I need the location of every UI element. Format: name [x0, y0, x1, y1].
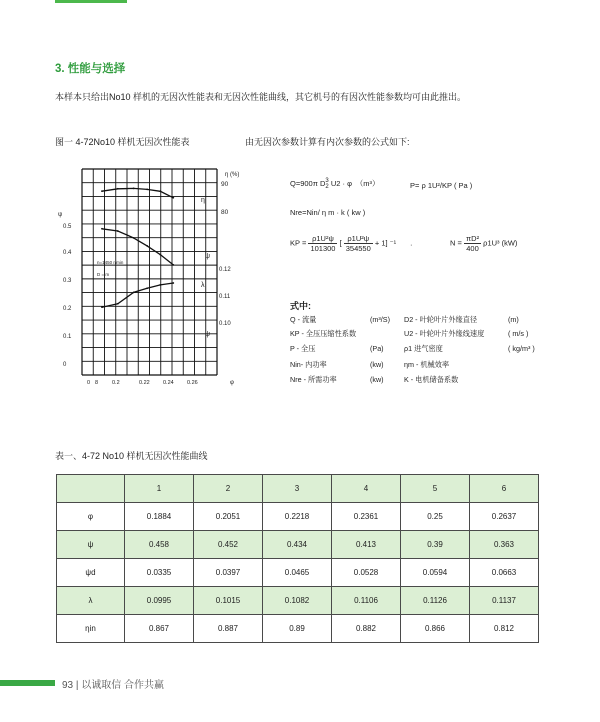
legend-item-right-unit: ( kg/m³ ) [508, 344, 535, 353]
column-header: 1 [125, 475, 194, 503]
table-cell: 0.867 [125, 615, 194, 643]
formula-q: Q=900π D 3 2 U2 · φ （m³） [290, 178, 380, 191]
table-cell: 0.887 [194, 615, 263, 643]
eta-curve-point [133, 188, 135, 190]
top-rule [55, 0, 127, 3]
x-tick-label: 0.26 [187, 380, 198, 386]
legend-item-right-unit: (m) [508, 315, 519, 324]
table-cell: 0.0594 [401, 559, 470, 587]
table-row [57, 587, 539, 615]
table-cell: 0.458 [125, 531, 194, 559]
table-cell: 0.0397 [194, 559, 263, 587]
psi-d-label: ψ [205, 331, 210, 338]
legend-item-left-unit: (m³/S) [370, 315, 390, 324]
row-header: φ [57, 503, 125, 531]
legend-item-left-unit: (kw) [370, 360, 384, 369]
footer-accent-bar [0, 680, 55, 686]
table-caption: 表一、4-72 No10 样机无因次性能曲线 [55, 451, 208, 461]
table-cell: 0.1137 [470, 587, 539, 615]
lambda-curve-point [101, 306, 103, 308]
lambda-curve-point [159, 284, 161, 286]
row-header: ψ [57, 531, 125, 559]
eta-axis-label: η (%) [225, 172, 240, 178]
psi-curve-label: ψ [205, 253, 210, 260]
legend-item-right: K - 电机储备系数 [404, 375, 459, 384]
column-header: 2 [194, 475, 263, 503]
table-cell: 0.882 [332, 615, 401, 643]
column-header: 6 [470, 475, 539, 503]
legend-item-left: P - 全压 [290, 344, 316, 353]
y-tick-label: 0.5 [63, 224, 72, 230]
formula-nre: Nre=Nin/ η m · k ( kw ) [290, 208, 366, 217]
legend-item-right: ηm - 机械效率 [404, 360, 450, 369]
table-row [57, 559, 539, 587]
lambda-curve-point [172, 282, 174, 284]
x-tick-label: 8 [95, 380, 99, 386]
lambda-tick-label: 0.11 [219, 294, 231, 300]
psi-curve-point [117, 230, 119, 232]
y-tick-label: 0.2 [63, 306, 72, 312]
eta-curve-point [101, 190, 103, 192]
lambda-curve-point [133, 291, 135, 293]
chart-annotation: n=1450 r/min [97, 260, 124, 265]
y-tick-label: 0.4 [63, 250, 72, 256]
legend-item-right: D2 - 叶轮叶片外缘直径 [404, 315, 478, 324]
formula-kp: KP = $\frac{\text{ρ1U²ψ}}{101300}$ [ $\frac{\text{ρ1U²ψ}}{354550}$ + 1] ⁻¹ [290, 234, 397, 253]
table-cell: 0.39 [401, 531, 470, 559]
formula-n: N = $\frac{\text{πD²}}{400}$ ρ1U³ (kW) [450, 234, 518, 253]
legend-item-left: Q - 流量 [290, 315, 317, 324]
psi-curve-point [159, 254, 161, 256]
table-cell: 0.2051 [194, 503, 263, 531]
table-cell: 0.1126 [401, 587, 470, 615]
lambda-curve [102, 283, 173, 307]
legend-title: 式中: [290, 301, 311, 311]
performance-table [56, 474, 539, 643]
eta-tick-label: 90 [221, 181, 229, 188]
table-cell: 0.1106 [332, 587, 401, 615]
column-header: 3 [263, 475, 332, 503]
lambda-tick-label: 0.12 [219, 267, 231, 273]
table-cell: 0.0663 [470, 559, 539, 587]
column-header: 5 [401, 475, 470, 503]
legend-item-right-unit: ( m/s ) [508, 329, 529, 338]
legend-item-left: KP - 全压压缩性系数 [290, 329, 357, 338]
table-cell: 0.866 [401, 615, 470, 643]
eta-curve-label: η [201, 197, 205, 204]
table-cell: 0.0995 [125, 587, 194, 615]
psi-curve-point [146, 245, 148, 247]
intro-text: 本样本只给出No10 样机的无因次性能表和无因次性能曲线，其它机号的有因次性能参数均可由此推出。 [55, 92, 467, 102]
eta-tick-label: 80 [221, 209, 229, 216]
psi-curve-point [101, 228, 103, 230]
y-tick-label: 0.1 [63, 334, 72, 340]
table-cell: 0.1015 [194, 587, 263, 615]
table-cell: 0.452 [194, 531, 263, 559]
table-cell: 0.0335 [125, 559, 194, 587]
eta-curve-point [117, 188, 119, 190]
y-tick-label: 0 [63, 362, 67, 368]
row-header: ψd [57, 559, 125, 587]
legend-item-right: ρ1 进气密度 [404, 344, 443, 353]
row-header: ηin [57, 615, 125, 643]
table-cell: 0.2637 [470, 503, 539, 531]
table-cell: 0.434 [263, 531, 332, 559]
legend-item-left-unit: (kw) [370, 375, 384, 384]
table-row [57, 615, 539, 643]
legend-item-left: Nre - 所需功率 [290, 375, 337, 384]
legend-item-left-unit: (Pa) [370, 344, 384, 353]
table-cell: 0.0528 [332, 559, 401, 587]
eta-curve-point [146, 188, 148, 190]
legend-item-right: U2 - 叶轮叶片外缘线速度 [404, 329, 485, 338]
eta-curve-point [159, 190, 161, 192]
lambda-curve-label: λ [201, 282, 205, 289]
lambda-tick-label: 0.10 [219, 321, 231, 327]
table-cell: 0.363 [470, 531, 539, 559]
chart-annotation: D = m [97, 272, 110, 277]
section-title: 3. 性能与选择 [55, 63, 126, 75]
x-axis-label: φ [230, 380, 234, 386]
performance-chart [55, 158, 245, 393]
table-cell: 0.1082 [263, 587, 332, 615]
table-cell: 0.0465 [263, 559, 332, 587]
table-row [57, 531, 539, 559]
eta-curve-point [172, 197, 174, 199]
legend-item-left: Nin- 内功率 [290, 360, 327, 369]
table-cell: 0.25 [401, 503, 470, 531]
x-tick-label: 0 [87, 380, 91, 386]
x-tick-label: 0.24 [163, 380, 174, 386]
formula-separator: · [410, 240, 413, 249]
table-corner-cell [57, 475, 125, 503]
table-header-row [57, 475, 539, 503]
table-cell: 0.89 [263, 615, 332, 643]
y-tick-label: 0.3 [63, 278, 72, 284]
table-cell: 0.413 [332, 531, 401, 559]
footer-text: 93 | 以诚取信 合作共赢 [62, 680, 165, 691]
table-cell: 0.1884 [125, 503, 194, 531]
table-cell: 0.812 [470, 615, 539, 643]
lambda-curve-point [146, 287, 148, 289]
formula-p: P= ρ 1U²/KP ( Pa ) [410, 181, 473, 190]
x-tick-label: 0.2 [112, 380, 120, 386]
x-tick-label: 0.22 [139, 380, 150, 386]
formula-caption: 由无因次参数计算有内次参数的公式如下: [245, 137, 410, 147]
y-axis-label: ψ [58, 212, 63, 218]
row-header: λ [57, 587, 125, 615]
psi-curve-point [133, 237, 135, 239]
psi-curve-point [172, 264, 174, 266]
table-row [57, 503, 539, 531]
lambda-curve-point [117, 303, 119, 305]
column-header: 4 [332, 475, 401, 503]
figure-caption: 图一 4-72No10 样机无因次性能表 [55, 137, 190, 147]
table-cell: 0.2361 [332, 503, 401, 531]
table-cell: 0.2218 [263, 503, 332, 531]
